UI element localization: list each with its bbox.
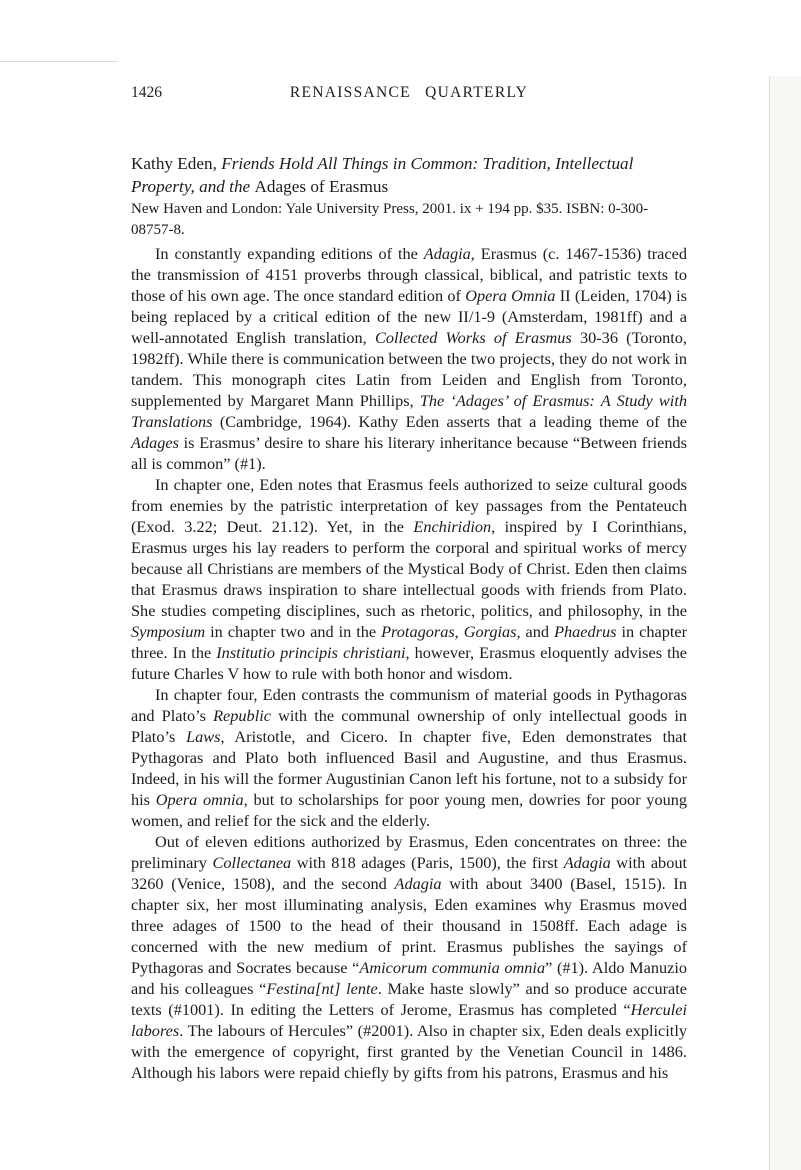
text-run: Kathy Eden, <box>131 154 222 173</box>
italic-text-run: Adages <box>131 433 179 452</box>
italic-text-run: Institutio principis christiani <box>216 643 406 662</box>
page-number: 1426 <box>131 84 162 101</box>
text-run: , however, Erasmus eloquently advises the future Charles V how to rule with both honor and wisdom. <box>131 643 687 683</box>
italic-text-run: Festina[nt] lente <box>266 979 378 998</box>
review-paragraph <box>131 243 687 474</box>
text-run: and <box>520 622 555 641</box>
text-run: with about 3400 (Basel, 1515). In chapter six, her most illuminating analysis, Eden examines why Erasmus moved three adages of 1500 to the head of their thousand in 1508ff. Each adage is concerned with the new medium of print. Erasmus publishes the sayings of Pythagoras and Socrates because “ <box>131 874 687 977</box>
italic-text-run: Collectanea <box>212 853 292 872</box>
text-run: , but to scholarships for poor young men, dowries for poor young women, and relief for the sick and the elderly. <box>131 790 688 830</box>
text-run: (Cambridge, 1964). Kathy Eden asserts that a leading theme of the <box>212 412 687 431</box>
text-column <box>131 0 687 1083</box>
text-run: 30-36 (Toronto, 1982ff). While there is communication between the two projects, they do not work in tandem. This monograph cites Latin from Leiden and English from Toronto, supplemented by Margaret Mann Phillips, <box>131 328 687 410</box>
text-run: is Erasmus’ desire to share his literary inheritance because “Between friends all is common” (#1). <box>131 433 687 473</box>
text-run: in chapter two and in the <box>205 622 382 641</box>
text-run: with about 3260 (Venice, 1508), and the second <box>131 853 688 893</box>
text-run: with the communal ownership of only intellectual goods in Plato’s <box>131 706 687 746</box>
italic-text-run: Herculei labores <box>131 1000 687 1040</box>
review-imprint: New Haven and London: Yale University Press, 2001. ix + 194 pp. $35. ISBN: 0-300-08757-8. <box>131 201 649 238</box>
text-run: , Aristotle, and Cicero. In chapter five, Eden demonstrates that Pythagoras and Plato both influenced Basil and Augustine, and thus Erasmus. Indeed, in his will the former Augustinian Canon left his fortune, not to a subsidy for his <box>131 727 687 809</box>
review-body <box>131 243 687 1083</box>
italic-text-run: Adagia <box>563 853 611 872</box>
page-edge-line-top <box>0 61 118 62</box>
text-run: . Make haste slowly” and so produce accurate texts (#1001). In editing the Letters of Jerome, Erasmus has completed “ <box>131 979 688 1019</box>
review-paragraph <box>131 831 687 1083</box>
italic-text-run: Adagia <box>394 874 442 893</box>
italic-text-run: Symposium <box>131 622 206 641</box>
page-edge-shade <box>770 76 801 1170</box>
italic-text-run: Friends Hold All Things in Common: Tradition, Intellectual Property, and the <box>131 154 634 196</box>
text-run: , Erasmus (c. 1467-1536) traced the transmission of 4151 proverbs through classical, biblical, and patristic texts to those of his own age. The once standard edition of <box>131 244 687 305</box>
review-paragraph <box>131 474 687 684</box>
running-head <box>131 84 687 104</box>
italic-text-run: Enchiridion <box>413 517 492 536</box>
journal-title: RENAISSANCE QUARTERLY <box>289 84 529 101</box>
italic-text-run: Laws <box>186 727 221 746</box>
italic-text-run: Adagia <box>423 244 471 263</box>
italic-text-run: Amicorum communia omnia <box>359 958 546 977</box>
text-run: In chapter one, Eden notes that Erasmus feels authorized to seize cultural goods from enemies by the patristic interpretation of key passages from the Pentateuch (Exod. 3.22; Deut. 21.12). Yet, in the <box>131 475 687 536</box>
text-run: in chapter three. In the <box>131 622 688 662</box>
text-run: with 818 adages (Paris, 1500), the first <box>291 853 564 872</box>
text-run: ” (#1). Aldo Manuzio and his colleagues “ <box>131 958 688 998</box>
text-run: Adages of Erasmus <box>254 176 389 196</box>
text-run: II (Leiden, 1704) is being replaced by a critical edition of the new II/1-9 (Amsterdam, 1981ff) and a well-annotated English translation, <box>131 286 687 347</box>
italic-text-run: Protagoras, Gorgias, <box>381 622 521 641</box>
italic-text-run: Phaedrus <box>554 622 617 641</box>
italic-text-run: Opera Omnia <box>465 286 556 305</box>
page-edge-line-right <box>769 76 770 1170</box>
text-run: , inspired by I Corinthians, Erasmus urges his lay readers to perform the corporal and spiritual works of mercy because all Christians are members of the Mystical Body of Christ. Eden then claims that Erasmus draws inspiration to share intellectual goods with friends from Plato. She studies competing disciplines, such as rhetoric, politics, and philosophy, in the <box>131 517 688 620</box>
text-run: Out of eleven editions authorized by Erasmus, Eden concentrates on three: the preliminary <box>131 832 687 872</box>
italic-text-run: The ‘Adages’ of Erasmus: A Study with Translations <box>131 391 687 431</box>
text-run: In chapter four, Eden contrasts the communism of material goods in Pythagoras and Plato’s <box>131 685 687 725</box>
review-heading <box>131 153 687 198</box>
text-run: . The labours of Hercules” (#2001). Also in chapter six, Eden deals explicitly with the emergence of copyright, first granted by the Venetian Council in 1486. Although his labors were repaid chiefly by gifts from his patrons, Erasmus and his <box>131 1021 687 1082</box>
italic-text-run: Opera omnia <box>155 790 244 809</box>
italic-text-run: Republic <box>213 706 271 725</box>
review-paragraph <box>131 684 687 831</box>
italic-text-run: Collected Works of Erasmus <box>374 328 572 347</box>
text-run: In constantly expanding editions of the <box>155 244 424 263</box>
